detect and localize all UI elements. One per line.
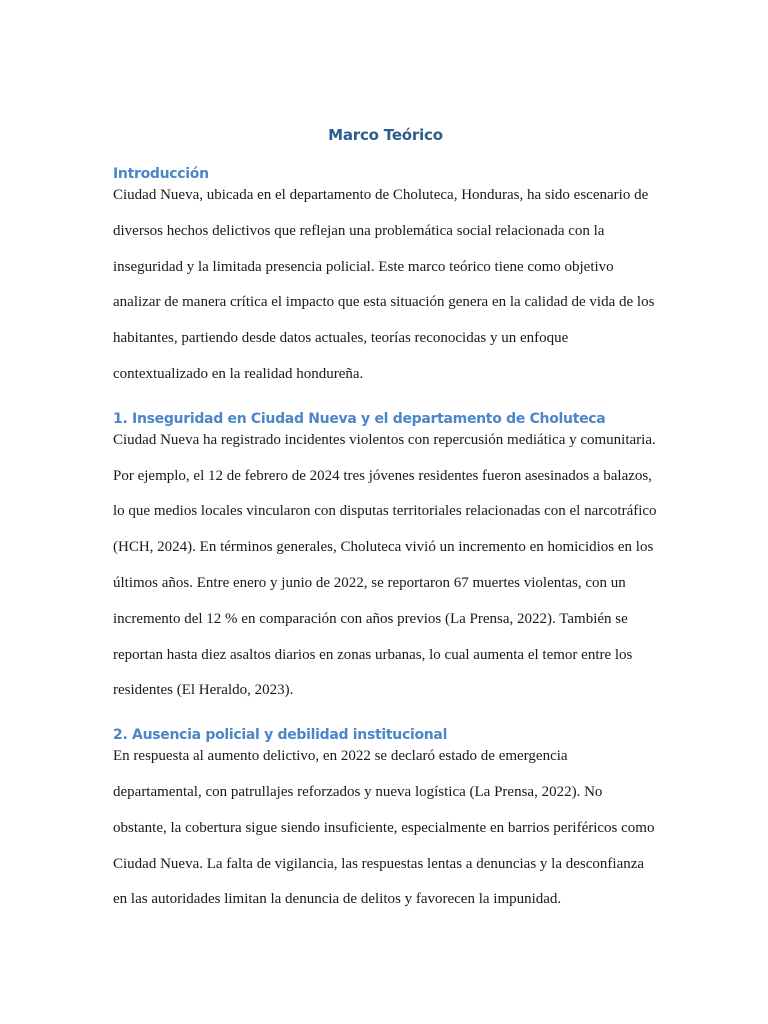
section-heading: Introducción (113, 166, 209, 182)
document-title: Marco Teórico (328, 126, 443, 144)
section-ausencia-policial (113, 725, 658, 918)
section-paragraph: En respuesta al aumento delictivo, en 2022 se declaró estado de emergencia departamental, con patrullajes reforzados y nueva logística (La Prensa, 2022). No obstante, la cobertura sigue siendo insuficiente, especialmente en barrios periféricos como Ciudad Nueva. La falta de vigilancia, las respuestas lentas a denuncias y la desconfianza en las autoridades limitan la denuncia de delitos y favorecen la impunidad. (113, 748, 655, 908)
section-heading: 2. Ausencia policial y debilidad institucional (113, 727, 448, 744)
section-paragraph: Ciudad Nueva ha registrado incidentes violentos con repercusión mediática y comunitaria. Por ejemplo, el 12 de febrero de 2024 tres jóvenes residentes fueron asesinados a balazos, lo que medios locales vincularon con disputas territoriales relacionadas con el narcotráfico (HCH, 2024). En términos generales, Choluteca vivió un incremento en homicidios en los últimos años. Entre enero y junio de 2022, se reportaron 67 muertes violentas, con un incremento del 12 % en comparación con años previos (La Prensa, 2022). También se reportan hasta diez asaltos diarios en zonas urbanas, lo cual aumenta el temor entre los residentes (El Heraldo, 2023). (113, 431, 657, 699)
section-heading: 1. Inseguridad en Ciudad Nueva y el departamento de Choluteca (113, 410, 606, 427)
document-body (113, 123, 658, 934)
section-inseguridad (113, 409, 658, 709)
section-paragraph: Ciudad Nueva, ubicada en el departamento de Choluteca, Honduras, ha sido escenario de diversos hechos delictivos que reflejan una problemática social relacionada con la inseguridad y la limitada presencia policial. Este marco teórico tiene como objetivo analizar de manera crítica el impacto que esta situación genera en la calidad de vida de los habitantes, partiendo desde datos actuales, teorías reconocidas y un enfoque contextualizado en la realidad hondureña. (113, 187, 655, 382)
section-introduccion (113, 164, 658, 393)
